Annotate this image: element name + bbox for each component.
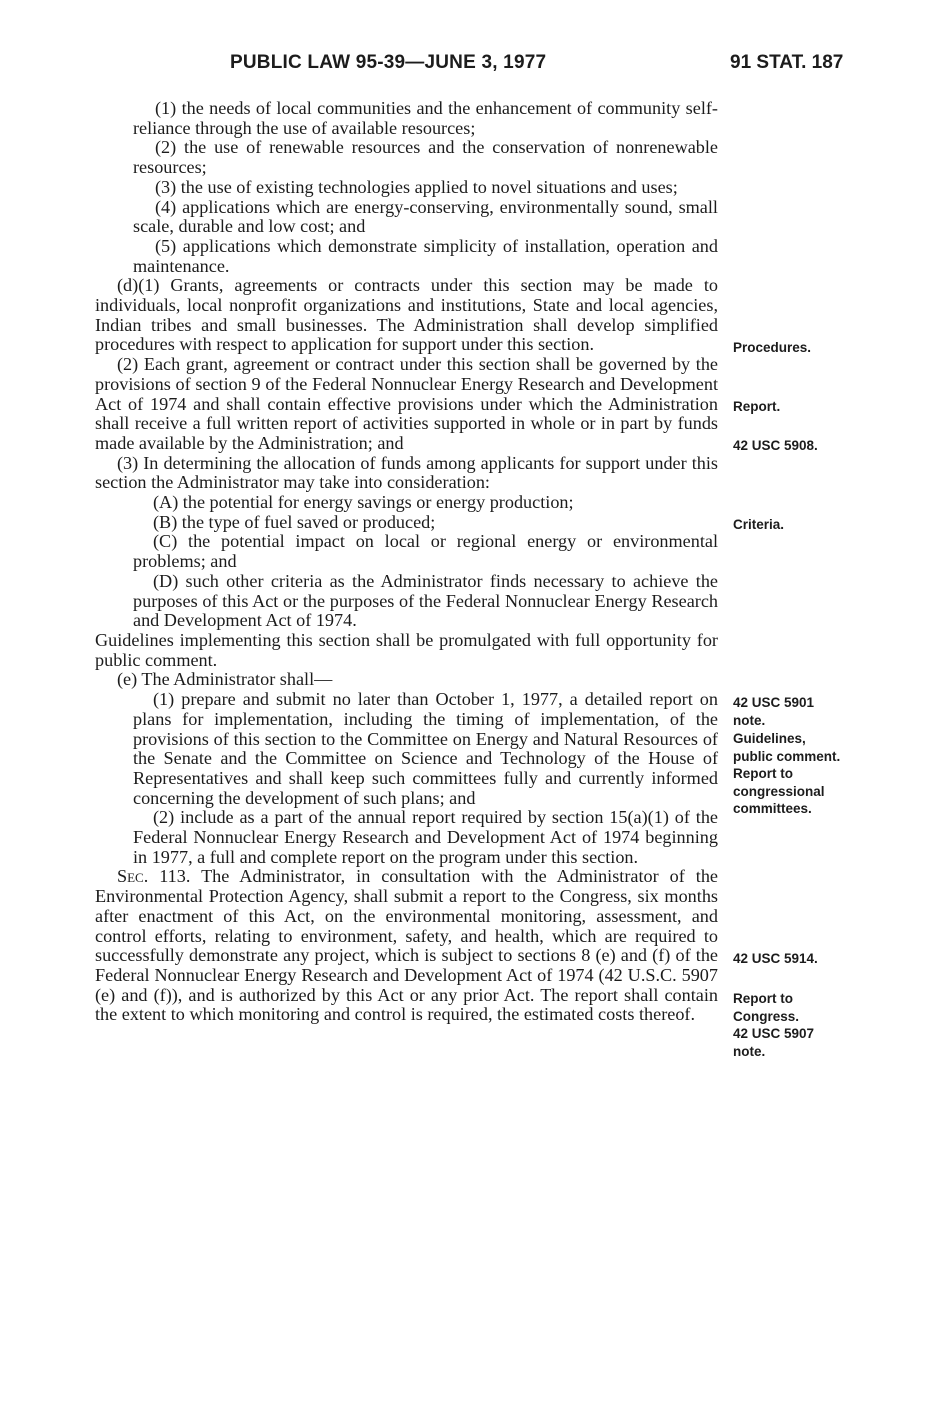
margin-note-usc-5901: 42 USC 5901 note.	[733, 695, 815, 728]
subsection-d2: (2) Each grant, agreement or contract under this section shall be governed by the provisions of section 9 of the Federal Nonnuclear Energy Research and Development Act of 1974 and shall contain effective provisions under which the Administration shall receive a full written report of activities supported in whole or in part by funds made available by the Administration; and	[95, 354, 718, 453]
guidelines-paragraph: Guidelines implementing this section shall be promulgated with full opportunity for public comment.	[95, 629, 718, 670]
margin-note-report: Report.	[733, 399, 781, 414]
criterion-a: (A) the potential for energy savings or energy production;	[153, 492, 574, 513]
clause-e1: (1) prepare and submit no later than October 1, 1977, a detailed report on plans for implementation, including the timing of implementation, of the provisions of this section to the Committee on Energy and Natural Resources of the Senate and the Committee on Science and Technology of the House of Representatives and shall keep such committees fully and currently informed concerning the development of such plans; and	[133, 689, 718, 808]
body-text	[95, 99, 718, 1025]
section-113-label: Sec. 113.	[117, 866, 191, 887]
clause-c4: (4) applications which are energy-conserving, environmentally sound, small scale, durable and low cost; and	[133, 196, 718, 237]
section-113-text: The Administrator, in consultation with the Administrator of the Environmental Protection Agency, shall submit a report to the Congress, six months after enactment of this Act, on the environmental monitoring, assessment, and control efforts, relating to environment, safety, and health, which are required to successfully demonstrate any project, which is subject to sections 8 (e) and (f) of the Federal Nonnuclear Energy Research and Development Act of 1974 (42 U.S.C. 5907 (e) and (f)), and is authorized by this Act or any prior Act. The report shall contain the extent to which monitoring and control is required, the estimated costs thereof.	[95, 866, 718, 1025]
margin-note-guidelines: Guidelines, public comment. Report to congressional committees.	[733, 731, 841, 816]
margin-note-procedures: Procedures.	[733, 340, 812, 355]
margin-note-usc-5908: 42 USC 5908.	[733, 438, 818, 453]
criterion-d: (D) such other criteria as the Administrator finds necessary to achieve the purposes of this Act or the purposes of the Federal Nonnuclear Energy Research and Development Act of 1974.	[133, 570, 718, 631]
subsection-d1: (d)(1) Grants, agreements or contracts under this section may be made to individuals, local nonprofit organizations and institutions, State and local agencies, Indian tribes and small businesses. The Administration shall develop simplified procedures with respect to application for support under this section.	[95, 275, 718, 355]
clause-c1: (1) the needs of local communities and the enhancement of community self-reliance through the use of available resources;	[133, 98, 718, 138]
clause-c2: (2) the use of renewable resources and the conservation of nonrenewable resources;	[133, 137, 718, 178]
clause-c5: (5) applications which demonstrate simplicity of installation, operation and maintenance.	[133, 235, 718, 276]
criterion-c: (C) the potential impact on local or regional energy or environmental problems; and	[133, 531, 718, 572]
subsection-d3: (3) In determining the allocation of funds among applicants for support under this section the Administrator may take into consideration:	[95, 452, 718, 493]
clause-c3: (3) the use of existing technologies applied to novel situations and uses;	[155, 176, 678, 197]
statute-citation: 91 STAT. 187	[730, 52, 844, 73]
clause-e2: (2) include as a part of the annual report required by section 15(a)(1) of the Federal Nonnuclear Energy Research and Development Act of 1974 beginning in 1977, a full and complete report on the program under this section.	[133, 807, 718, 867]
section-113	[95, 867, 718, 1025]
margin-note-report-congress: Report to Congress. 42 USC 5907 note.	[733, 991, 815, 1059]
subsection-e-intro: (e) The Administrator shall—	[117, 669, 333, 690]
running-head-title: PUBLIC LAW 95-39—JUNE 3, 1977	[230, 52, 547, 73]
margin-note-usc-5914: 42 USC 5914.	[733, 951, 818, 966]
margin-note-criteria: Criteria.	[733, 517, 785, 532]
criterion-b: (B) the type of fuel saved or produced;	[153, 511, 436, 532]
